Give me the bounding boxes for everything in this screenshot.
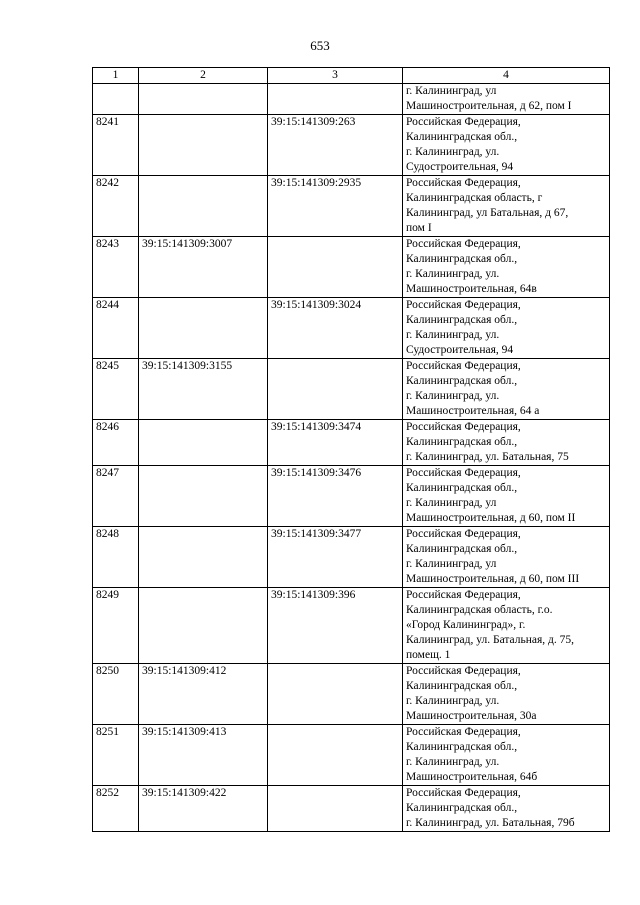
- cadastral-number-cell: 39:15:141309:413: [139, 725, 268, 786]
- address-cell: Российская Федерация, Калининградская обл., г. Калининград, ул. Машиностроительная, 30а: [403, 664, 610, 725]
- table-row: [93, 664, 610, 725]
- cadastral-number-cell: 39:15:141309:3476: [268, 466, 403, 527]
- row-number-cell: [93, 84, 139, 115]
- address-cell: Российская Федерация, Калининградская обл., г. Калининград, ул. Судостроительная, 94: [403, 115, 610, 176]
- row-number-cell: 8246: [93, 420, 139, 466]
- cadastral-number-cell: [268, 786, 403, 832]
- table-row: [93, 466, 610, 527]
- row-number-cell: 8241: [93, 115, 139, 176]
- table-row: [93, 359, 610, 420]
- table-row: [93, 527, 610, 588]
- table-row: [93, 588, 610, 664]
- cadastral-number-cell: [139, 466, 268, 527]
- cadastral-number-cell: [139, 420, 268, 466]
- page-number: 653: [310, 38, 330, 53]
- cadastral-number-cell: [268, 725, 403, 786]
- cadastral-number-cell: [139, 527, 268, 588]
- address-cell: г. Калининград, ул Машиностроительная, д 62, пом I: [403, 84, 610, 115]
- cadastral-number-cell: [139, 176, 268, 237]
- column-header-4: 4: [403, 68, 610, 84]
- table-row: [93, 115, 610, 176]
- address-cell: Российская Федерация, Калининградская обл., г. Калининград, ул Машиностроительная, д 60, пом II: [403, 466, 610, 527]
- cadastral-number-cell: [268, 237, 403, 298]
- cadastral-number-cell: [268, 664, 403, 725]
- registry-table: [92, 67, 610, 832]
- address-cell: Российская Федерация, Калининградская область, г.о. «Город Калининград», г. Калининград, ул. Батальная, д. 75, помещ. 1: [403, 588, 610, 664]
- table-row: [93, 298, 610, 359]
- cadastral-number-cell: [268, 359, 403, 420]
- address-cell: Российская Федерация, Калининградская обл., г. Калининград, ул. Батальная, 79б: [403, 786, 610, 832]
- address-cell: Российская Федерация, Калининградская область, г Калининград, ул Батальная, д 67, пом I: [403, 176, 610, 237]
- address-cell: Российская Федерация, Калининградская обл., г. Калининград, ул Машиностроительная, д 60, пом III: [403, 527, 610, 588]
- column-header-2: 2: [139, 68, 268, 84]
- cadastral-number-cell: [139, 84, 268, 115]
- address-cell: Российская Федерация, Калининградская обл., г. Калининград, ул. Батальная, 75: [403, 420, 610, 466]
- table-header-row: [93, 68, 610, 84]
- row-number-cell: 8251: [93, 725, 139, 786]
- cadastral-number-cell: [139, 115, 268, 176]
- cadastral-number-cell: [139, 298, 268, 359]
- cadastral-number-cell: 39:15:141309:3155: [139, 359, 268, 420]
- column-header-3: 3: [268, 68, 403, 84]
- table-row: [93, 725, 610, 786]
- address-cell: Российская Федерация, Калининградская обл., г. Калининград, ул. Судостроительная, 94: [403, 298, 610, 359]
- cadastral-number-cell: [139, 588, 268, 664]
- row-number-cell: 8243: [93, 237, 139, 298]
- cadastral-number-cell: 39:15:141309:3007: [139, 237, 268, 298]
- row-number-cell: 8245: [93, 359, 139, 420]
- cadastral-number-cell: 39:15:141309:3477: [268, 527, 403, 588]
- cadastral-number-cell: 39:15:141309:422: [139, 786, 268, 832]
- row-number-cell: 8242: [93, 176, 139, 237]
- row-number-cell: 8248: [93, 527, 139, 588]
- row-number-cell: 8249: [93, 588, 139, 664]
- table-row: [93, 176, 610, 237]
- row-number-cell: 8247: [93, 466, 139, 527]
- cadastral-number-cell: [268, 84, 403, 115]
- address-cell: Российская Федерация, Калининградская обл., г. Калининград, ул. Машиностроительная, 64 а: [403, 359, 610, 420]
- table-row: [93, 237, 610, 298]
- cadastral-number-cell: 39:15:141309:396: [268, 588, 403, 664]
- row-number-cell: 8244: [93, 298, 139, 359]
- table-row: [93, 420, 610, 466]
- table-row: [93, 84, 610, 115]
- address-cell: Российская Федерация, Калининградская обл., г. Калининград, ул. Машиностроительная, 64б: [403, 725, 610, 786]
- address-cell: Российская Федерация, Калининградская обл., г. Калининград, ул. Машиностроительная, 64в: [403, 237, 610, 298]
- cadastral-number-cell: 39:15:141309:412: [139, 664, 268, 725]
- row-number-cell: 8252: [93, 786, 139, 832]
- table-row: [93, 786, 610, 832]
- cadastral-number-cell: 39:15:141309:3474: [268, 420, 403, 466]
- cadastral-number-cell: 39:15:141309:263: [268, 115, 403, 176]
- cadastral-number-cell: 39:15:141309:2935: [268, 176, 403, 237]
- column-header-1: 1: [93, 68, 139, 84]
- cadastral-number-cell: 39:15:141309:3024: [268, 298, 403, 359]
- row-number-cell: 8250: [93, 664, 139, 725]
